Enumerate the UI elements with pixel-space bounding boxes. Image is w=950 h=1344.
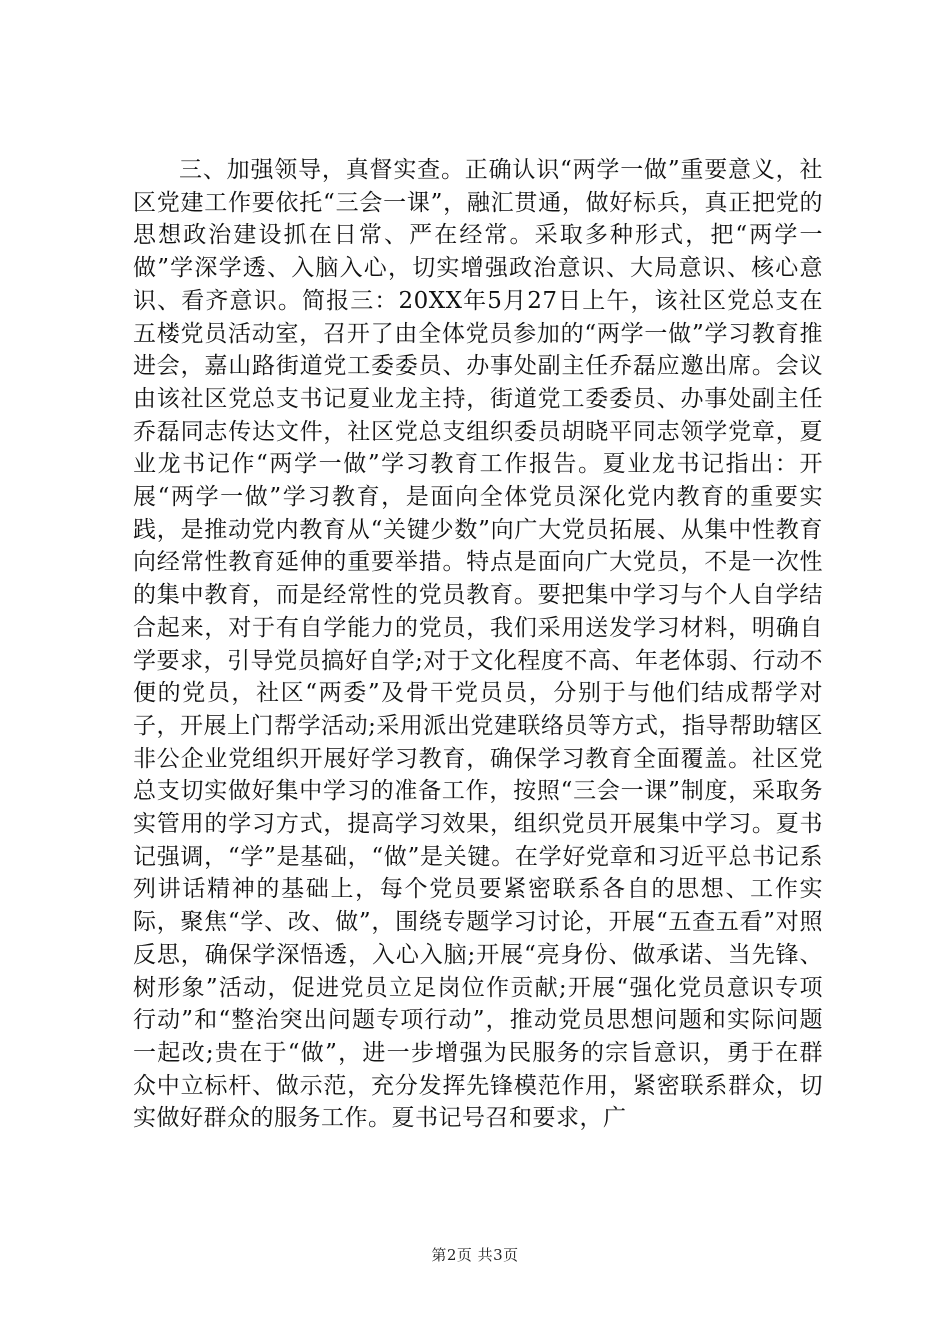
body-paragraph: 三、加强领导，真督实查。正确认识“两学一做”重要意义，社区党建工作要依托“三会一课”，融汇贯通，做好标兵，真正把党的思想政治建设抓在日常、严在经常。采取多种形式，把“两学一做”学深学透、入脑入心，切实增强政治意识、大局意识、核心意识、看齐意识。简报三：20XX年5月27日上午，该社区党总支在五楼党员活动室，召开了由全体党员参加的“两学一做”学习教育推进会，嘉山路街道党工委委员、办事处副主任乔磊应邀出席。会议由该社区党总支书记夏业龙主持，街道党工委委员、办事处副主任乔磊同志传达文件，社区党总支组织委员胡晓平同志领学党章，夏业龙书记作“两学一做”学习教育工作报告。夏业龙书记指出：开展“两学一做”学习教育，是面向全体党员深化党内教育的重要实践，是推动党内教育从“关键少数”向广大党员拓展、从集中性教育向经常性教育延伸的重要举措。特点是面向广大党员，不是一次性的集中教育，而是经常性的党员教育。要把集中学习与个人自学结合起来，对于有自学能力的党员，我们采用送发学习材料，明确自学要求，引导党员搞好自学;对于文化程度不高、年老体弱、行动不便的党员，社区“两委”及骨干党员员，分别于与他们结成帮学对子，开展上门帮学活动;采用派出党建联络员等方式，指导帮助辖区非公企业党组织开展好学习教育，确保学习教育全面覆盖。社区党总支切实做好集中学习的准备工作，按照“三会一课”制度，采取务实管用的学习方式，提高学习效果，组织党员开展集中学习。夏书记强调，“学”是基础，“做”是关键。在学好党章和习近平总书记系列讲话精神的基础上，每个党员要紧密联系各自的思想、工作实际，聚焦“学、改、做”，围绕专题学习讨论，开展“五查五看”对照反思，确保学深悟透，入心入脑;开展“亮身份、做承诺、当先锋、树形象”活动，促进党员立足岗位作贡献;开展“强化党员意识专项行动”和“整治突出问题专项行动”，推动党员思想问题和实际问题一起改;贵在于“做”，进一步增强为民服务的宗旨意识，勇于在群众中立标杆、做示范，充分发挥先锋模范作用，紧密联系群众，切实做好群众的服务工作。夏书记号召和要求，广 — [133, 157, 823, 1132]
page-number-footer: 第2页 共3页 — [431, 1246, 519, 1264]
